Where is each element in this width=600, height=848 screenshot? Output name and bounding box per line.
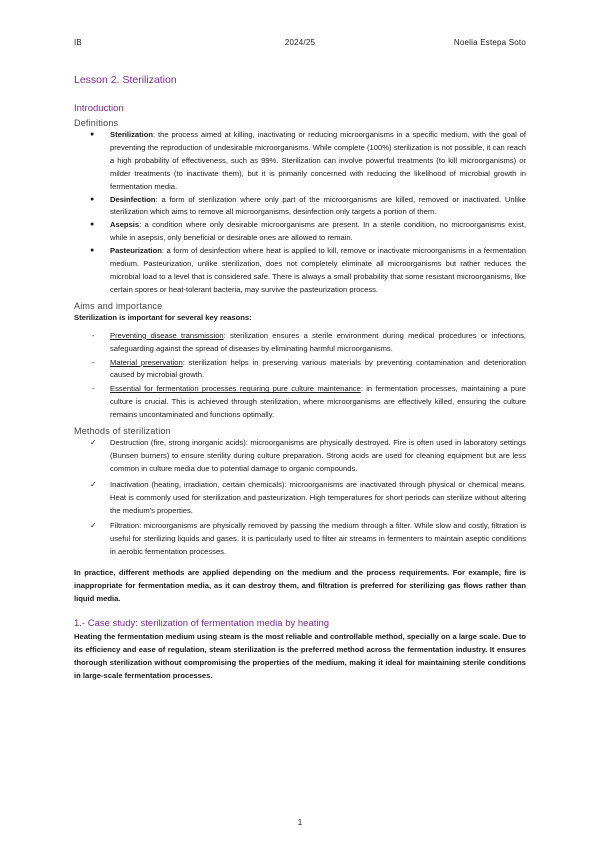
bullet-icon: ● (90, 247, 95, 255)
definitions-list (74, 129, 526, 297)
bullet-icon: ● (90, 131, 95, 138)
aim-item: - Material preservation: sterilization helps in preserving various materials by preventing contamination and deterioration caused by microbial growth. (92, 357, 526, 380)
aims-list (74, 330, 526, 422)
dash-icon: - (92, 330, 95, 340)
aim-item: - Preventing disease transmission: sterilization ensures a sterile environment during medical procedures or infections, safeguarding against the spread of diseases by eliminating harmful microorganisms. (92, 330, 526, 353)
introduction-heading: Introduction (74, 103, 124, 114)
aims-heading: Aims and importance (74, 300, 163, 311)
header-year: 2024/25 (284, 38, 316, 47)
case-study-paragraph: Heating the fermentation medium using steam is the most reliable and controllable method, specially on a large scale. Due to its efficiency and ease of regulation, steam sterilization is the preferred method across the fermentation industry. It ensures thorough sterilization without compromising the properties of the medium, making it ideal for maintaining sterile conditions in large-scale fermentation processes. (74, 631, 526, 680)
methods-heading: Methods of sterilization (74, 426, 171, 437)
definition-item: ● Sterilization: the process aimed at killing, inactivating or reducing microorganisms in a specific medium, with the goal of preventing the reproduction of undesirable microorganisms. While complete (100%) sterilization is not possible, it can reach a high probability of effectiveness, such as 99%. Sterilization can involve powerful treatments (to kill microorganisms) or milder treatments (to inactivate them), but it is primarily concerned with reducing the likelihood of microbial growth in fermentation media. (90, 130, 526, 191)
page-number: 1 (297, 818, 303, 827)
dash-icon: - (92, 357, 95, 367)
definitions-heading: Definitions (74, 118, 119, 128)
method-item: ✓ Destruction (fire, strong inorganic acids): microorganisms are physically destroyed. Fire is often used in laboratory settings (Bunsen burners) to ensure sterility during culture preparation. Strong acids are used for cleaning equipment but are less common in culture media due to potential damage to organic compounds. (90, 438, 526, 473)
definition-item: ● Desinfection: a form of sterilization where only part of the microorganisms are killed, removed or inactivated. Unlike sterilization which aims to remove all microorganisms, desinfection only targets a portion of them. (90, 194, 526, 217)
lesson-title: Lesson 2. Sterilization (74, 74, 177, 86)
checkmark-icon: ✓ (90, 521, 97, 531)
header-author: Noelia Estepa Soto (453, 38, 526, 47)
case-study-heading: 1.- Case study: sterilization of fermentation media by heating (74, 617, 330, 629)
method-item: ✓ Inactivation (heating, irradiation, certain chemicals): microorganisms are inactivated through physical or chemical means. Heat is commonly used for sterilization and pasteurization. High temperatures for short periods can sterilize without altering the medium's properties. (90, 479, 526, 515)
page-header (74, 38, 526, 52)
aims-intro: Sterilization is important for several key reasons: (74, 312, 252, 322)
method-item: ✓ Filtration: microorganisms are physically removed by passing the medium through a filter. While slow and costly, filtration is useful for sterilizing liquids and gases. It is particularly used to filter air streams in fermenters to maintain aseptic conditions in aerobic fermentation processes. (90, 521, 526, 557)
methods-list (74, 437, 526, 559)
dash-icon: - (92, 384, 95, 394)
header-course: IB (74, 38, 82, 47)
aim-item: - Essential for fermentation processes requiring pure culture maintenance: in fermentation processes, maintaining a pure culture is crucial. This is achieved through sterilization, where microorganisms are effectively killed, ensuring the culture remains uncontaminated and functions optimally. (92, 384, 526, 420)
practice-paragraph: In practice, different methods are applied depending on the medium and the process requirements. For example, fire is inappropriate for fermentation media, as it can destroy them, and filtration is preferred for sterilizing gas flows rather than liquid media. (74, 568, 526, 603)
definition-item: ● Pasteurization: a form of desinfection where heat is applied to kill, remove or inactivate microorganisms in a fermentation medium. Pasteurization, unlike sterilization, does not completely eliminate all microorganisms but rather reduces the microbial load to a level that is considered safe. There is always a small probability that some resistant microorganisms, like certain spores or heat-tolerant bacteria, may survive the pasteurization process. (90, 246, 526, 294)
bullet-icon: ● (90, 221, 95, 229)
definition-item: ● Asepsis: a condition where only desirable microorganisms are present. In a sterile condition, no microorganisms exist, while in asepsis, only beneficial or desirable ones are allowed to remain. (90, 220, 526, 243)
checkmark-icon: ✓ (90, 438, 97, 448)
checkmark-icon: ✓ (90, 479, 97, 489)
bullet-icon: ● (90, 195, 95, 203)
page-content (74, 74, 526, 683)
